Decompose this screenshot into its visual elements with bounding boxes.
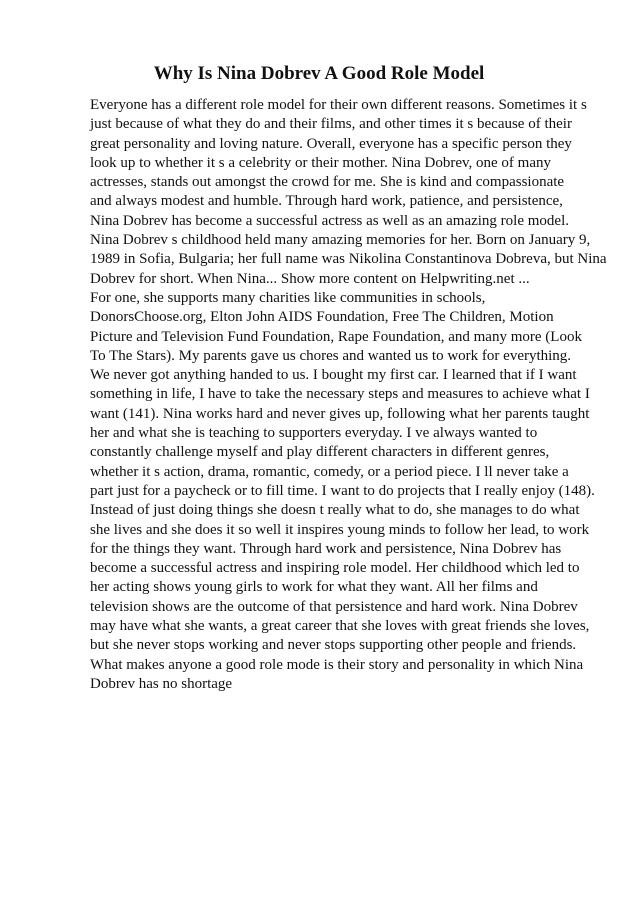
body-text-line: whether it s action, drama, romantic, comedy, or a period piece. I ll never take a: [90, 463, 569, 480]
body-text-line: Instead of just doing things she doesn t really what to do, she manages to do what: [90, 502, 580, 519]
body-text-line: Nina Dobrev s childhood held many amazing memories for her. Born on January 9,: [90, 232, 591, 249]
body-text-line: something in life, I have to take the necessary steps and measures to achieve what I: [90, 386, 590, 403]
body-text-line: Picture and Television Fund Foundation, Rape Foundation, and many more (Look: [90, 328, 582, 345]
body-text-line: Dobrev has no shortage: [90, 675, 233, 692]
body-text-line: DonorsChoose.org, Elton John AIDS Foundation, Free The Children, Motion: [90, 309, 554, 326]
body-text-line: may have what she wants, a great career that she loves with great friends she loves,: [90, 618, 590, 635]
essay-body: [90, 96, 610, 694]
body-text-line: television shows are the outcome of that persistence and hard work. Nina Dobrev: [90, 598, 578, 615]
body-text-line: for the things they want. Through hard work and persistence, Nina Dobrev has: [90, 540, 562, 557]
body-text-line: We never got anything handed to us. I bought my first car. I learned that if I want: [90, 367, 577, 384]
body-text-line: actresses, stands out amongst the crowd for me. She is kind and compassionate: [90, 174, 565, 191]
body-text-line: great personality and loving nature. Overall, everyone has a specific person they: [90, 135, 572, 152]
body-text-line: constantly challenge myself and play different characters in different genres,: [90, 444, 550, 461]
body-text-line: just because of what they do and their films, and other times it s because of their: [90, 116, 572, 133]
body-text-line: and always modest and humble. Through hard work, patience, and persistence,: [90, 193, 563, 210]
body-text-line: her and what she is teaching to supporters everyday. I ve always wanted to: [90, 425, 538, 442]
body-text-line: she lives and she does it so well it inspires young minds to follow her lead, to work: [90, 521, 590, 538]
body-text-line: What makes anyone a good role mode is their story and personality in which Nina: [90, 656, 584, 673]
body-text-line: part just for a paycheck or to fill time. I want to do projects that I really enjoy (148).: [90, 482, 595, 499]
page-title: Why Is Nina Dobrev A Good Role Model: [153, 63, 485, 84]
body-text-line: For one, she supports many charities like communities in schools,: [90, 289, 486, 306]
body-text-line: To The Stars). My parents gave us chores and wanted us to work for everything.: [90, 347, 572, 364]
body-text-line: her acting shows young girls to work for what they want. All her films and: [90, 579, 538, 596]
body-text-line: but she never stops working and never stops supporting other people and friends.: [90, 637, 577, 654]
body-text-line: become a successful actress and inspiring role model. Her childhood which led to: [90, 560, 580, 577]
body-text-line: look up to whether it s a celebrity or their mother. Nina Dobrev, one of many: [90, 154, 551, 171]
body-text-line: Dobrev for short. When Nina... Show more content on Helpwriting.net ...: [90, 270, 530, 287]
body-text-line: 1989 in Sofia, Bulgaria; her full name was Nikolina Constantinova Dobreva, but Nina: [90, 251, 607, 268]
body-text-line: Nina Dobrev has become a successful actress as well as an amazing role model.: [90, 212, 569, 229]
body-text-line: want (141). Nina works hard and never gives up, following what her parents taught: [90, 405, 590, 422]
body-text-line: Everyone has a different role model for their own different reasons. Sometimes it s: [90, 97, 587, 113]
